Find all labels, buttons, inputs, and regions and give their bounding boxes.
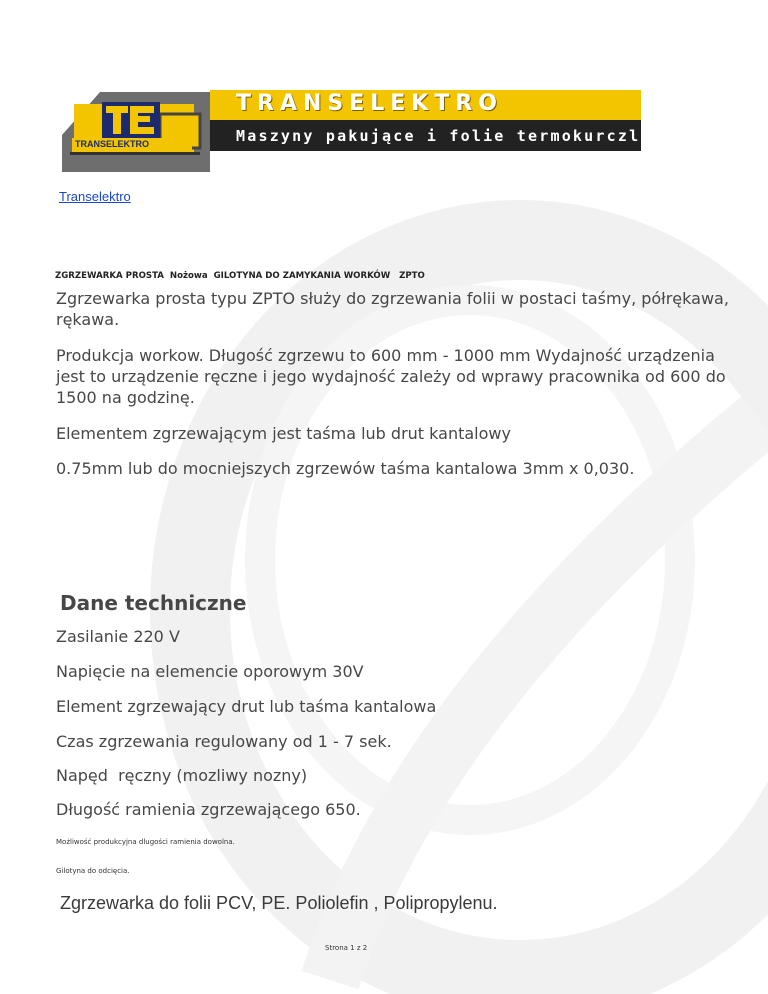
- closing-text: Zgrzewarka do folii PCV, PE. Poliolefin , Polipropylenu.: [60, 893, 498, 913]
- description-paragraph-1: Zgrzewarka prosta typu ZPTO służy do zgrzewania folii w postaci taśmy, półrękawa, rękawa.: [56, 289, 729, 329]
- note-item: Gilotyna do odcięcia.: [56, 867, 130, 875]
- banner-subtitle: Maszyny pakujące i folie termokurczliwe: [236, 127, 674, 145]
- page-footer: Strona 1 z 2: [325, 944, 368, 952]
- description-paragraph-2: Produkcja workow. Długość zgrzewu to 600 mm - 1000 mm Wydajność urządzenia jest to urządzenie ręczne i jego wydajność zależy od wprawy pracownika od 600 do 1500 na godzinę.: [56, 346, 726, 407]
- transelektro-link[interactable]: Transelektro: [59, 189, 131, 204]
- spec-item: Czas zgrzewania regulowany od 1 - 7 sek.: [56, 732, 392, 751]
- description-paragraph-3: Elementem zgrzewającym jest taśma lub drut kantalowy: [56, 424, 511, 443]
- spec-item: Zasilanie 220 V: [56, 627, 180, 646]
- note-item: Możliwość produkcyjna dlugości ramienia dowolna.: [56, 838, 235, 846]
- section-title: Dane techniczne: [60, 591, 247, 615]
- logo-text: TRANSELEKTRO: [75, 139, 149, 149]
- transelektro-logo: [60, 90, 212, 174]
- spec-item: Element zgrzewający drut lub taśma kantalowa: [56, 697, 437, 716]
- product-heading: ZGRZEWARKA PROSTA Nożowa GILOTYNA DO ZAMYKANIA WORKÓW ZPTO: [55, 271, 425, 281]
- banner-title: TRANSELEKTRO: [236, 91, 504, 116]
- spec-item: Napęd ręczny (mozliwy nozny): [56, 766, 308, 785]
- spec-item: Długość ramienia zgrzewającego 650.: [56, 800, 361, 819]
- description-paragraph-4: 0.75mm lub do mocniejszych zgrzewów taśma kantalowa 3mm x 0,030.: [56, 459, 635, 478]
- banner: [60, 90, 674, 174]
- spec-item: Napięcie na elemencie oporowym 30V: [56, 662, 364, 681]
